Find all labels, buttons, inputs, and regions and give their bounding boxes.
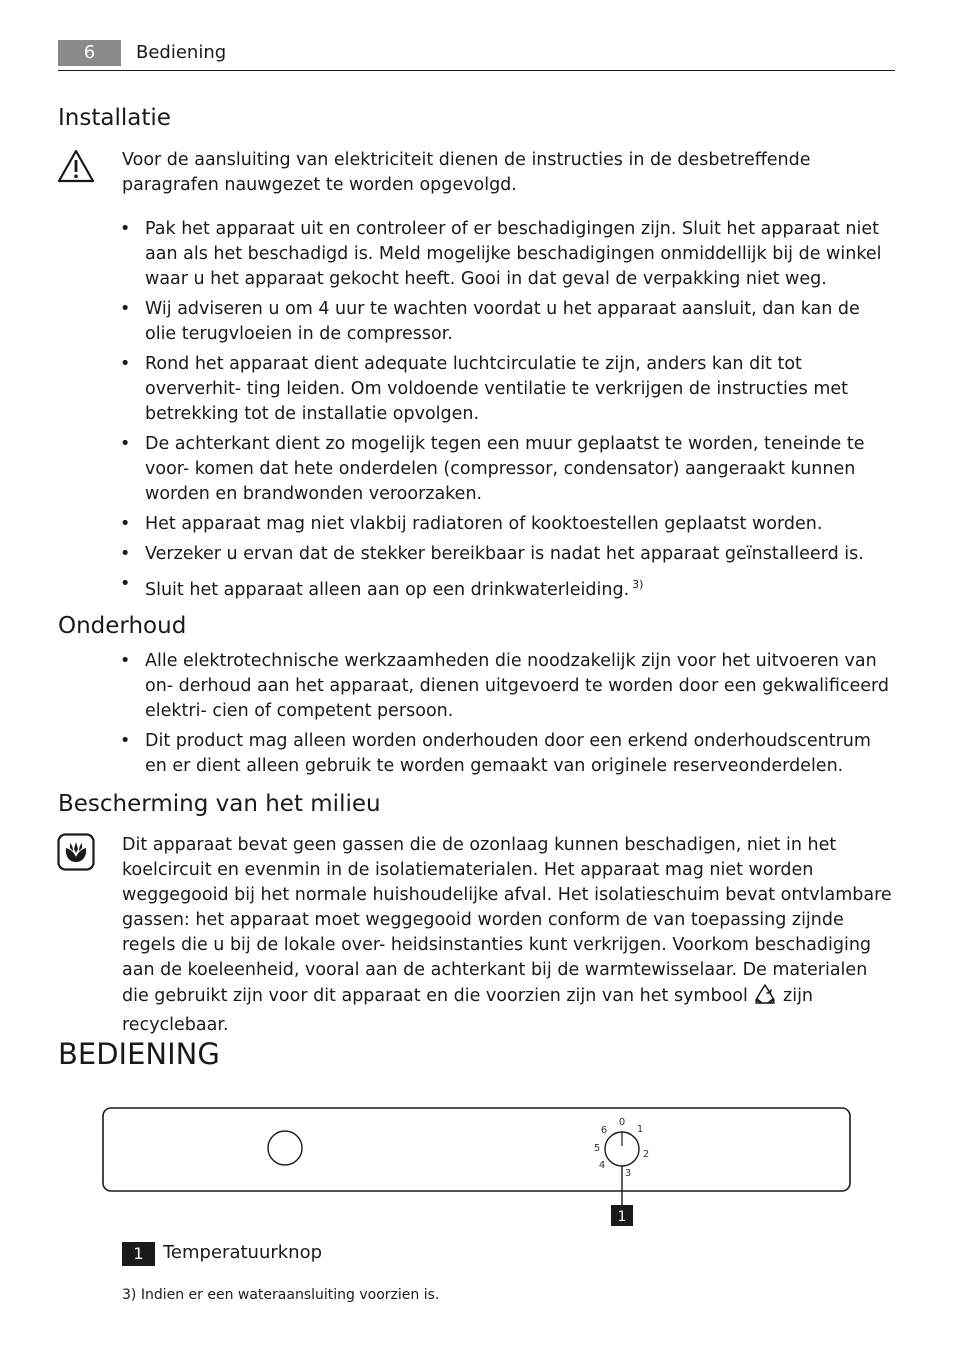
legend-label: Temperatuurknop — [163, 1242, 323, 1263]
milieu-text-part2: zijn recyclebaar. — [122, 986, 814, 1035]
warning-triangle-icon — [57, 148, 95, 188]
milieu-text-part1: Dit apparaat bevat geen gassen die de ozonlaag kunnen beschadigen, niet in het koelcircuit en evenmin in de isolatiematerialen. Het apparaat mag niet worden weggegooid bij het normale huishoudelijke afval. Het isolatieschuim bevat ontvlambare gassen: het apparaat moet weggegooid worden conform de van toepassing zijnde regels die u bij de lokale over- heidsinstanties kunt verkrijgen. Voorkom beschadiging aan de koeleenheid, vooral aan de achterkant bij de warmtewisselaar. De materialen die gebruikt zijn voor dit apparaat en die voorzien zijn van het symbool — [122, 835, 892, 1006]
dial-number: 5 — [593, 1143, 601, 1154]
footnote: 3) Indien er een wateraansluiting voorzien is. — [122, 1287, 440, 1303]
list-item — [120, 572, 892, 603]
header-section-title: Bediening — [136, 42, 227, 63]
dial-number: 0 — [618, 1117, 626, 1128]
installatie-warning-text: Voor de aansluiting van elektriciteit dienen de instructies in de desbetreffende paragrafen nauwgezet te worden opgevolgd. — [122, 150, 811, 195]
page-number: 6 — [58, 40, 121, 66]
list-item: • Wij adviseren u om 4 uur te wachten voordat u het apparaat aansluit, dan kan de olie terugvloeien in de compressor. — [120, 297, 892, 347]
environment-leaf-icon — [57, 833, 95, 875]
control-panel-diagram — [0, 1098, 954, 1238]
list-item: • Dit product mag alleen worden onderhouden door een erkend onderhoudscentrum en er dient alleen gebruik te worden gemaakt van originele reserveonderdelen. — [120, 729, 892, 779]
list-item: • Pak het apparaat uit en controleer of er beschadigingen zijn. Sluit het apparaat niet aan als het beschadigd is. Meld mogelijke beschadigingen onmiddellijk bij de winkel waar u het apparaat gekocht heeft. Gooi in dat geval de verpakking niet weg. — [120, 217, 892, 292]
dial-number: 6 — [600, 1125, 608, 1136]
heading-milieu: Bescherming van het milieu — [58, 791, 381, 817]
heading-installatie: Installatie — [58, 105, 171, 131]
control-panel-outline — [103, 1108, 850, 1191]
recycle-icon — [753, 983, 777, 1013]
dial-number: 4 — [598, 1160, 606, 1171]
header-divider — [58, 70, 895, 71]
legend-number: 1 — [122, 1242, 155, 1266]
dial-number: 2 — [642, 1149, 650, 1160]
footnote-ref: 3) — [632, 578, 644, 591]
list-item: • Verzeker u ervan dat de stekker bereikbaar is nadat het apparaat geïnstalleerd is. — [120, 542, 892, 567]
dial-number: 1 — [636, 1124, 644, 1135]
heading-onderhoud: Onderhoud — [58, 613, 187, 639]
page-section-title: BEDIENING — [58, 1037, 220, 1071]
list-item-text: Sluit het apparaat alleen aan op een drinkwaterleiding. — [145, 580, 630, 600]
onderhoud-bullet-list — [120, 649, 892, 784]
dial-number: 3 — [624, 1168, 632, 1179]
callout-number: 1 — [617, 1209, 627, 1225]
list-item: • Rond het apparaat dient adequate luchtcirculatie te zijn, anders kan dit tot oververhit- ting leiden. Om voldoende ventilatie te verkrijgen de instructies met betrekking tot de installatie opvolgen. — [120, 352, 892, 427]
milieu-text — [122, 833, 892, 1038]
list-item: • Alle elektrotechnische werkzaamheden die noodzakelijk zijn voor het uitvoeren van on- derhoud aan het apparaat, dienen uitgevoerd te worden door een gekwalificeerd elektri- cien of competent persoon. — [120, 649, 892, 724]
installatie-bullet-list — [120, 217, 892, 608]
list-item: • De achterkant dient zo mogelijk tegen een muur geplaatst te worden, teneinde te voor- komen dat hete onderdelen (compressor, condensator) aangeraakt kunnen worden en brandwonden veroorzaken. — [120, 432, 892, 507]
indicator-light — [268, 1131, 302, 1165]
list-item: • Het apparaat mag niet vlakbij radiatoren of kooktoestellen geplaatst worden. — [120, 512, 892, 537]
